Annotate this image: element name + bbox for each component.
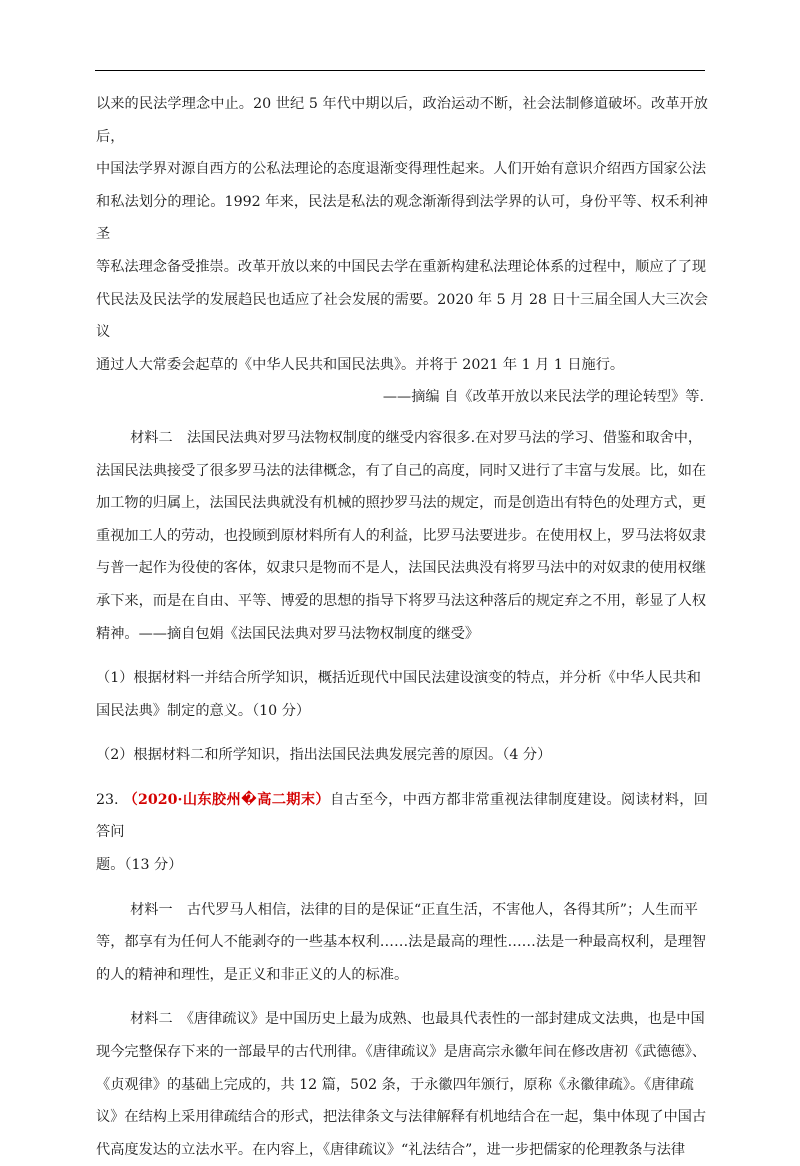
text-line: 与普一起作为役使的客体，奴隶只是物而不是人，法国民法典没有将罗马法中的对奴隶的使用权继 bbox=[96, 560, 707, 577]
question-number: 23. bbox=[96, 791, 119, 808]
text-line: 《贞观律》的基础上完成的，共 12 篇，502 条，于永徽四年颁行，原称《永徽律疏》。《唐律疏 bbox=[96, 1076, 694, 1093]
text-line: 材料二 法国民法典对罗马法物权制度的继受内容很多.在对罗马法的学习、借鉴和取舍中， bbox=[130, 429, 703, 446]
text-line: 以来的民法学理念中止。20 世纪 5 年代中期以后，政治运动不断，社会法制修道破坏。改革开放后， bbox=[96, 96, 708, 145]
question-23-line bbox=[96, 784, 708, 849]
text-line: 代民法及民法学的发展趋民也适应了社会发展的需要。2020 年 5 月 28 日十三届全国人大三次会议 bbox=[96, 291, 708, 341]
text-line: （1）根据材料一并结合所学知识，概括近现代中国民法建设演变的特点，并分析《中华人民共和 bbox=[96, 670, 701, 687]
text-line: 精神。——摘自包娟《法国民法典对罗马法物权制度的继受》 bbox=[96, 625, 480, 642]
material-two-tang-code bbox=[96, 1003, 708, 1166]
header-rule bbox=[95, 70, 705, 71]
text-line: 和私法划分的理论。1992 年来，民法是私法的观念渐渐得到法学界的认可，身份平等、权禾利神圣 bbox=[96, 193, 708, 243]
text-line: 等私法理念备受推崇。改革开放以来的中国民去学在重新构建私法理论体系的过程中，顺应了了现 bbox=[96, 258, 707, 275]
text-line: 国民法典》制定的意义。（10 分） bbox=[96, 702, 311, 719]
source-citation: ——摘编 自《改革开放以来民法学的理论转型》等. bbox=[382, 389, 704, 406]
text-line: 的人的精神和理性，是正义和非正义的人的标准。 bbox=[96, 966, 409, 983]
text-line: 材料二 《唐律疏议》是中国历史上最为成熟、也最具代表性的一部封建成文法典，也是中国 bbox=[130, 1011, 705, 1028]
text-line: 现今完整保存下来的一部最早的古代刑律。《唐律疏议》是唐高宗永徽年间在修改唐初《武德德》、 bbox=[96, 1044, 707, 1061]
question-1 bbox=[96, 662, 708, 727]
text-line: 通过人大常委会起草的《中华人民共和国民法典》。并将于 2021 年 1 月 1 日施行。 bbox=[96, 356, 625, 373]
text-line: 议》在结构上采用律疏结合的形式，把法律条文与法律解释有机地结合在一起，集中体现了中国古 bbox=[96, 1109, 707, 1126]
text-line: 承下来，而是在自由、平等、博爱的思想的指导下将罗马法这种落后的规定弃之不用，彰显了人权 bbox=[96, 592, 707, 609]
question-23 bbox=[96, 784, 708, 882]
material-one-continuation bbox=[96, 88, 708, 381]
document-body bbox=[96, 88, 708, 1166]
question-23-text: 自古至今，中西方都非常重视法律制度建设。阅读材料，回答问 bbox=[96, 791, 708, 841]
text-line: 等，都享有为任何人不能剥夺的一些基本权利……法是最高的理性……法是一种最高权利，是理智 bbox=[96, 934, 707, 951]
material-two-french-code bbox=[96, 422, 708, 650]
text-line: 重视加工人的劳动，也投顾到原材料所有人的利益，比罗马法要进步。在使用权上，罗马法将奴隶 bbox=[96, 527, 707, 544]
text-line: 加工物的归属上，法国民法典就没有机械的照抄罗马法的规定，而是创造出有特色的处理方式，更 bbox=[96, 495, 707, 512]
question-2: （2）根据材料二和所学知识，指出法国民法典发展完善的原因。（4 分） bbox=[96, 747, 552, 764]
text-line: 法国民法典接受了很多罗马法的法律概念，有了自己的高度，同时又进行了丰富与发展。比，如在 bbox=[96, 462, 707, 479]
text-line: 代高度发达的立法水平。在内容上，《唐律疏议》“礼法结合”，进一步把儒家的伦理教条与法律 bbox=[96, 1141, 686, 1158]
text-line: 题。（13 分） bbox=[96, 857, 183, 874]
text-line: 材料一 古代罗马人相信，法律的目的是保证“正直生活，不害他人，各得其所”；人生而平 bbox=[130, 901, 698, 918]
material-one-roman-law bbox=[96, 894, 708, 992]
text-line: 中国法学界对源自西方的公私法理论的态度退渐变得理性起来。人们开始有意识介绍西方国家公法 bbox=[96, 161, 707, 178]
question-source-tag: （2020·山东胶州�高二期末） bbox=[123, 791, 330, 808]
